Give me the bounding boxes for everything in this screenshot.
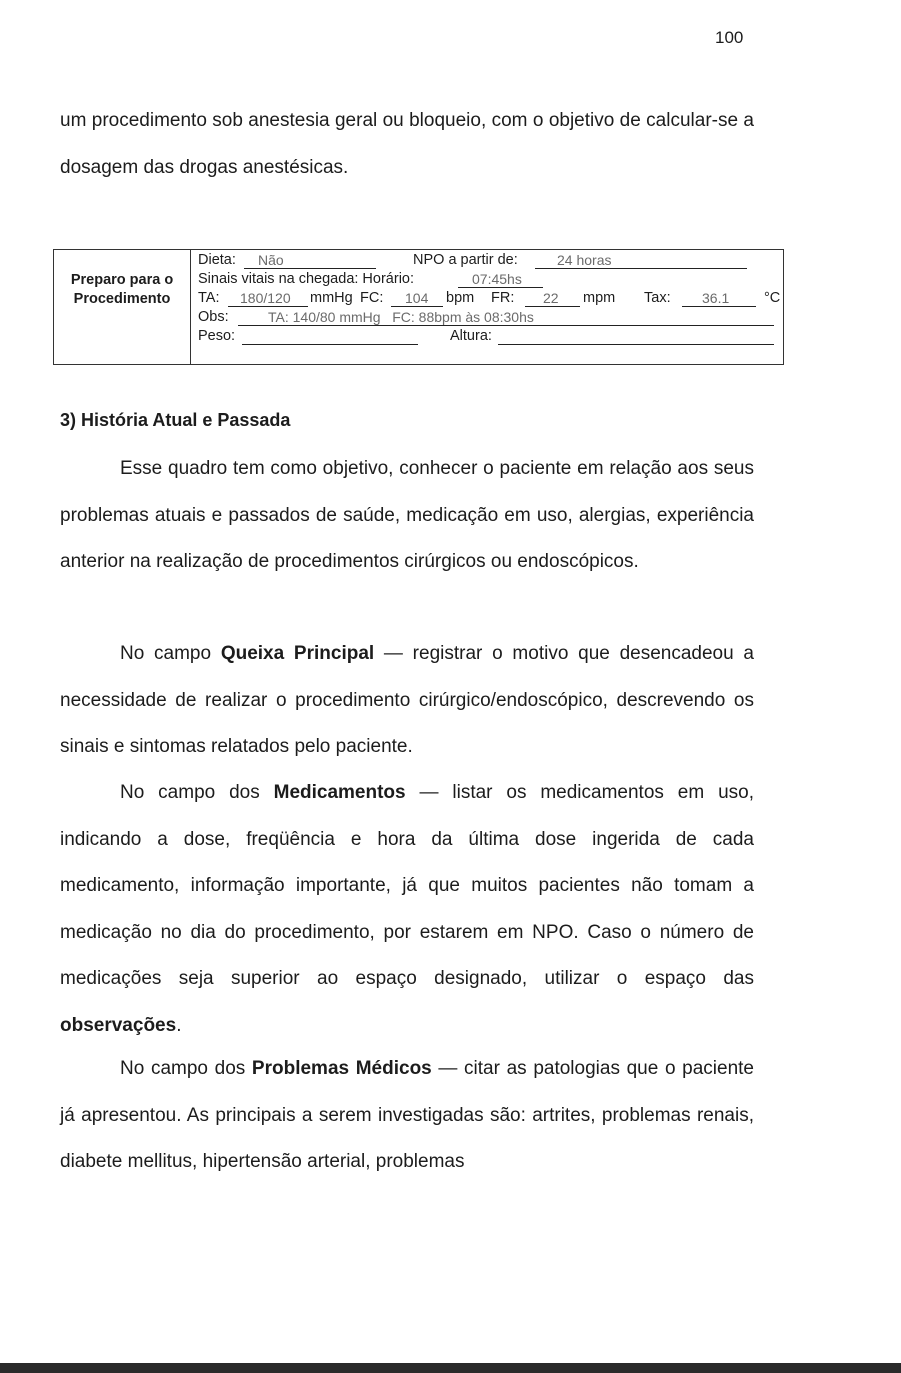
form-label: Preparo para o Procedimento: [54, 250, 191, 364]
form-row-dieta: [198, 251, 779, 270]
tax-unit: °C: [764, 290, 781, 306]
paragraph-queixa-principal: No campo Queixa Principal — registrar o motivo que desencadeou a necessidade de realizar o procedimento cirúrgico/endoscópico, descrevendo os sinais e sintomas relatados pelo paciente.: [60, 643, 754, 757]
form-row-peso: [198, 327, 779, 346]
altura-field[interactable]: [498, 327, 774, 345]
ta-label: TA:: [198, 290, 220, 306]
paragraph-objetivo: Esse quadro tem como objetivo, conhecer o paciente em relação aos seus problemas atuais e passados de saúde, medicação em uso, alergias, experiência anterior na realização de procedimentos cirúrgicos ou endoscópicos.: [60, 458, 754, 572]
page-number: 100: [715, 28, 744, 47]
dieta-field[interactable]: Não: [244, 251, 376, 269]
altura-label: Altura:: [450, 328, 492, 344]
term-queixa-principal: Queixa Principal: [220, 643, 375, 664]
fc-unit: bpm: [446, 290, 475, 306]
ta-field[interactable]: 180/120: [228, 289, 308, 307]
npo-field[interactable]: 24 horas: [535, 251, 747, 269]
obs-field[interactable]: TA: 140/80 mmHg FC: 88bpm às 08:30hs: [238, 308, 774, 326]
form-row-vitais: [198, 289, 779, 308]
form-row-sinais: [198, 270, 779, 289]
paragraph-problemas-medicos: No campo dos Problemas Médicos — citar as patologias que o paciente já apresentou. As principais a serem investigadas são: artrites, problemas renais, diabete mellitus, hipertensão arterial, problemas: [60, 1058, 755, 1172]
peso-label: Peso:: [198, 328, 236, 344]
horario-field[interactable]: 07:45hs: [458, 270, 543, 288]
paragraph-medicamentos: No campo dos Medicamentos — listar os medicamentos em uso, indicando a dose, freqüência e hora da última dose ingerida de cada medicamento, informação importante, já que muitos pacientes não tomam a medicação no dia do procedimento, por estarem em NPO. Caso o número de medicações seja superior ao espaço designado, utilizar o espaço das observações.: [60, 782, 754, 1036]
term-problemas-medicos: Problemas Médicos: [251, 1058, 432, 1079]
form-row-obs: [198, 308, 779, 327]
fr-field[interactable]: 22: [525, 289, 580, 307]
term-observacoes: observações: [60, 1014, 177, 1036]
peso-field[interactable]: [242, 327, 418, 345]
preparo-form-table: [53, 249, 784, 365]
fc-field[interactable]: 104: [391, 289, 443, 307]
form-body: [198, 251, 779, 346]
fr-unit: mpm: [583, 290, 616, 306]
dieta-label: Dieta:: [198, 252, 236, 268]
scan-edge-bar: [0, 1363, 901, 1373]
tax-label: Tax:: [644, 290, 671, 306]
tax-field[interactable]: 36.1: [682, 289, 756, 307]
sinais-label: Sinais vitais na chegada: Horário:: [198, 271, 415, 287]
intro-paragraph: um procedimento sob anestesia geral ou bloqueio, com o objetivo de calcular-se a dosagem das drogas anestésicas.: [60, 110, 754, 178]
fr-label: FR:: [491, 290, 515, 306]
obs-label: Obs:: [198, 309, 229, 325]
fc-label: FC:: [360, 290, 384, 306]
npo-label: NPO a partir de:: [413, 252, 518, 268]
term-medicamentos: Medicamentos: [273, 782, 406, 803]
ta-unit: mmHg: [310, 290, 353, 306]
section-heading: 3) História Atual e Passada: [60, 410, 291, 430]
